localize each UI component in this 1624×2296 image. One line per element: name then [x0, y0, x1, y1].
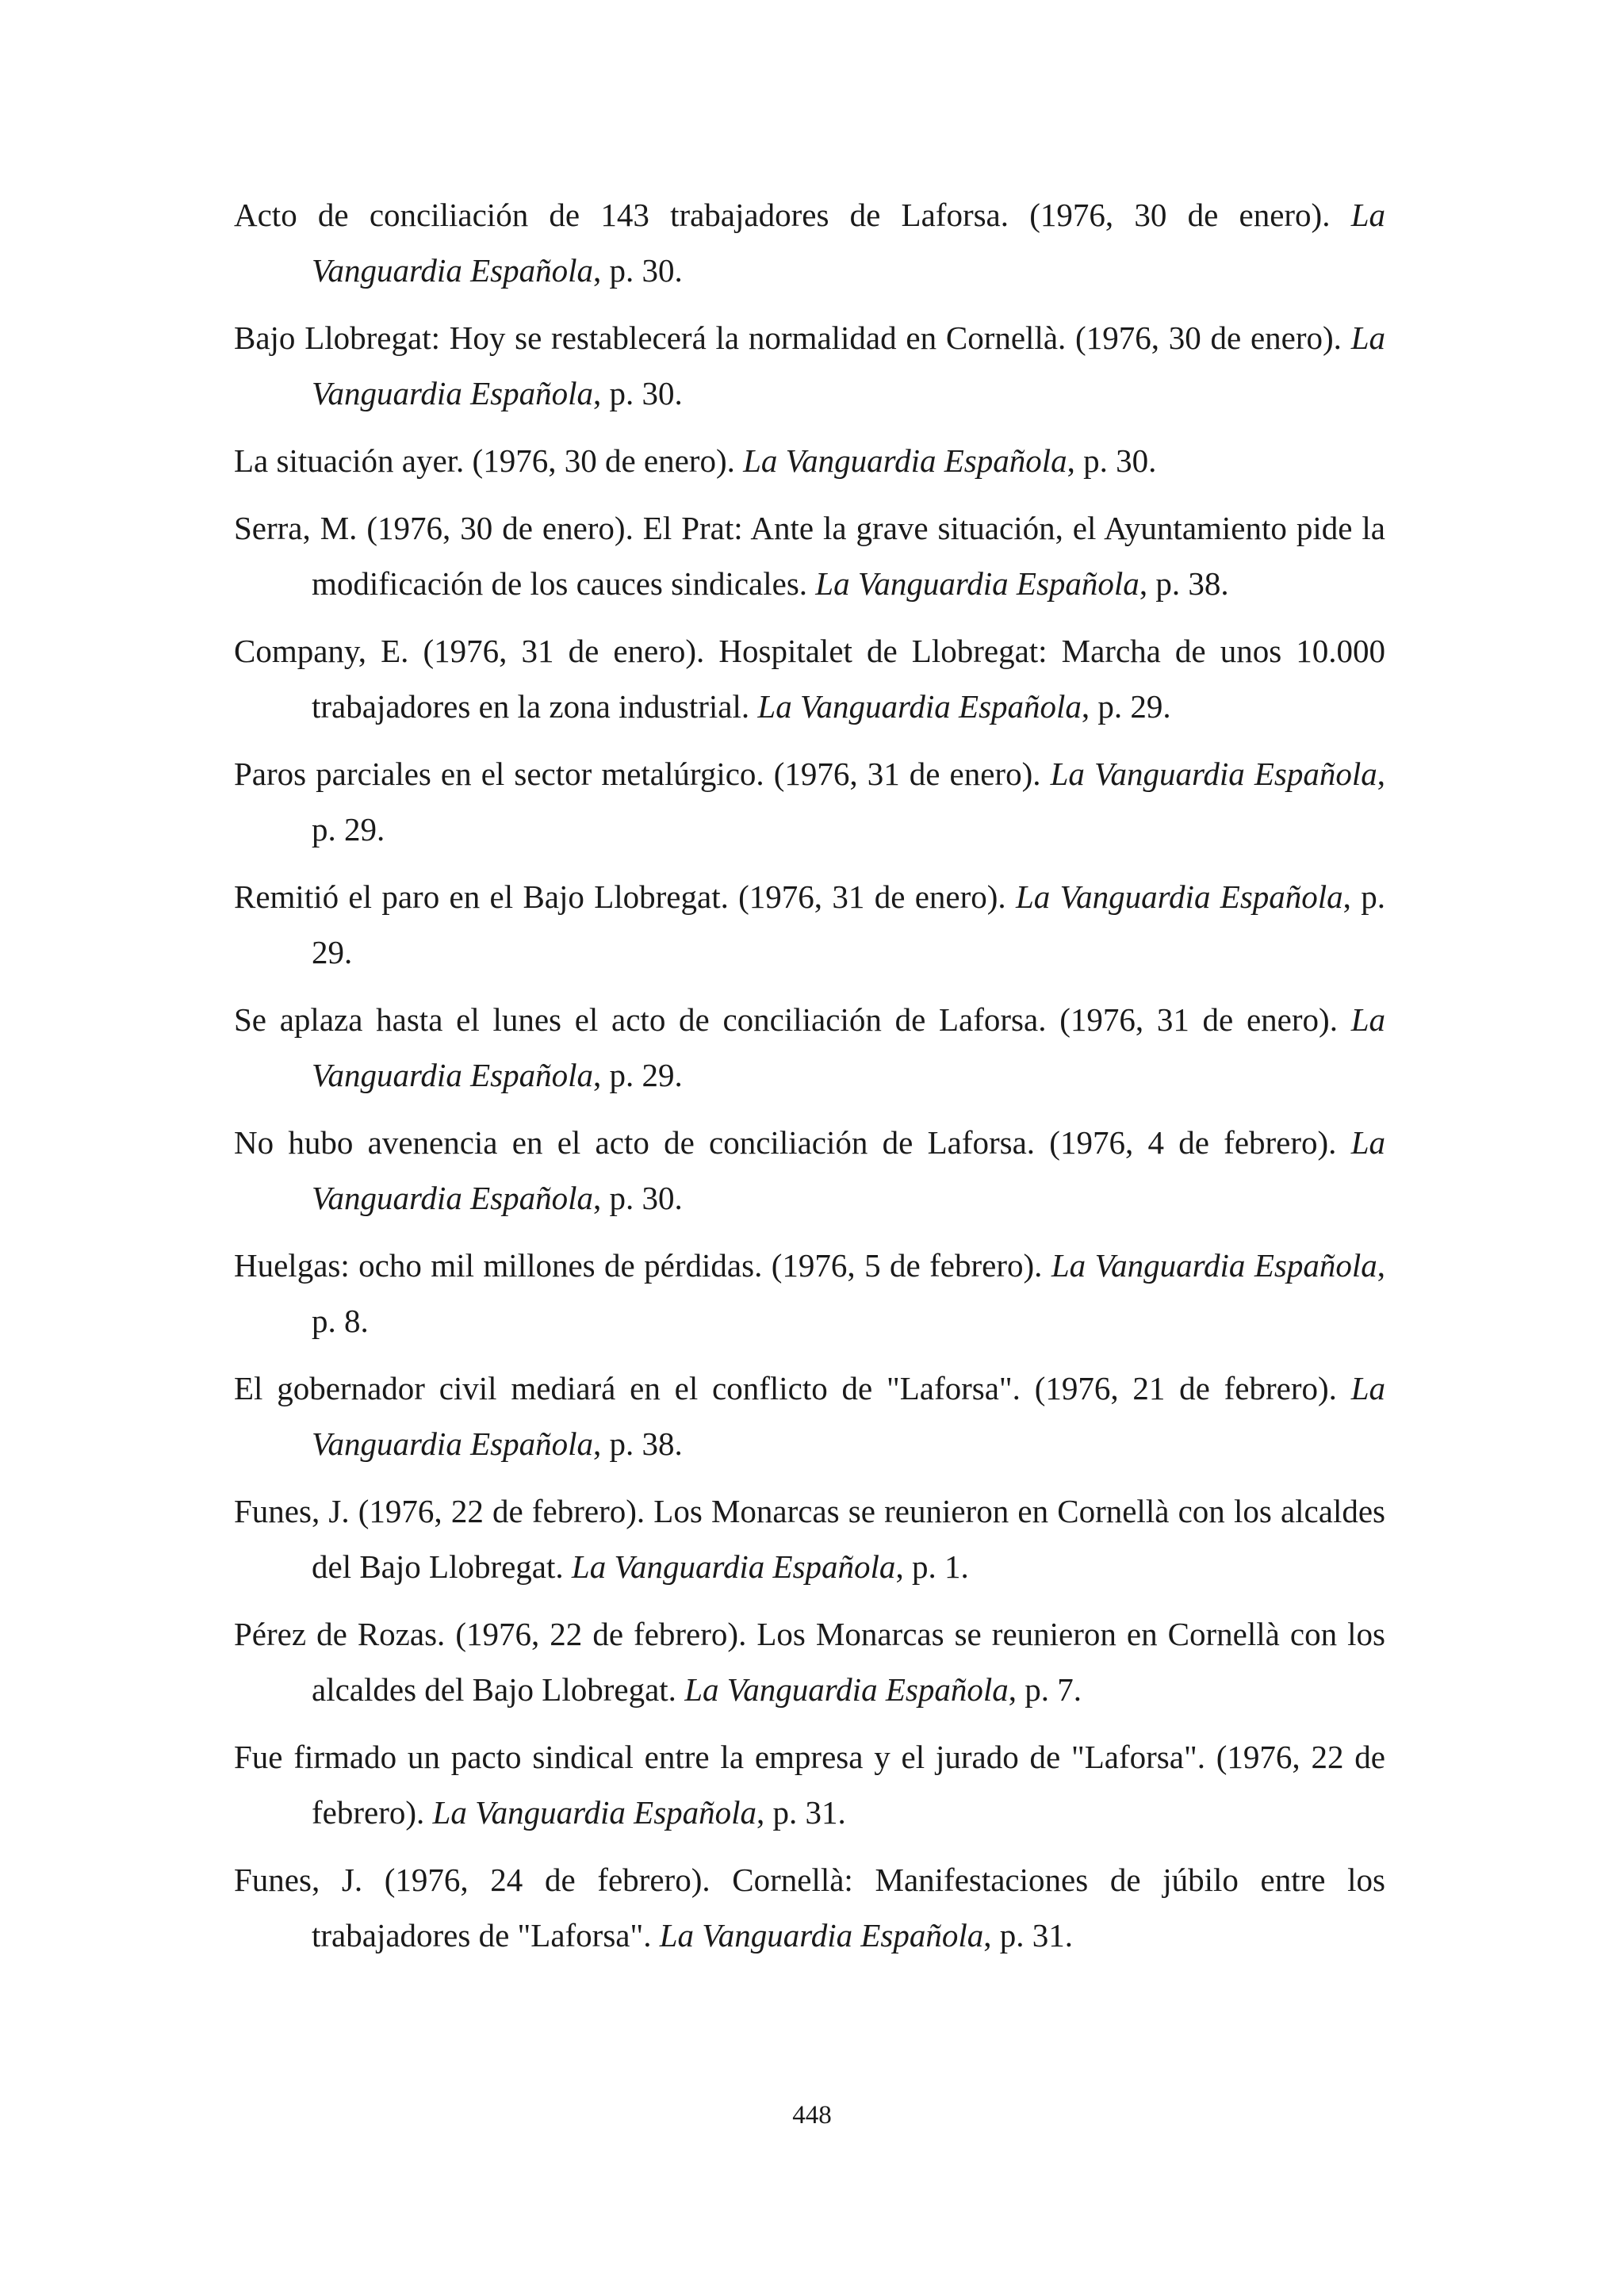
reference-source: La Vanguardia Española — [312, 197, 1385, 289]
reference-text: Acto de conciliación de 143 trabajadores de Laforsa. (1976, 30 de enero). — [234, 197, 1351, 233]
reference-page: , p. 30. — [592, 1180, 683, 1216]
reference-entry — [234, 1606, 1385, 1717]
reference-page: , p. 30. — [592, 375, 683, 411]
reference-text: Huelgas: ocho mil millones de pérdidas. (1976, 5 de febrero). — [234, 1247, 1051, 1284]
reference-entry — [234, 1360, 1385, 1471]
reference-entry — [234, 187, 1385, 298]
reference-page: , p. 29. — [592, 1057, 683, 1093]
reference-entry — [234, 433, 1385, 488]
reference-page: , p. 38. — [1139, 565, 1229, 602]
reference-entry — [234, 1115, 1385, 1226]
reference-source: La Vanguardia Española — [1051, 1247, 1377, 1284]
reference-source: La Vanguardia Española — [815, 565, 1139, 602]
reference-source: La Vanguardia Española — [312, 1124, 1385, 1216]
reference-source: La Vanguardia Española — [312, 1370, 1385, 1462]
reference-page: , p. 31. — [983, 1917, 1073, 1954]
reference-text: Bajo Llobregat: Hoy se restablecerá la normalidad en Cornellà. (1976, 30 de enero). — [234, 320, 1351, 356]
reference-source: La Vanguardia Española — [571, 1548, 896, 1585]
reference-source: La Vanguardia Española — [432, 1794, 757, 1831]
reference-text: La situación ayer. (1976, 30 de enero). — [234, 442, 744, 479]
reference-entry — [234, 992, 1385, 1103]
page-number: 448 — [792, 2101, 832, 2130]
reference-text: Paros parciales en el sector metalúrgico. (1976, 31 de enero). — [234, 756, 1051, 792]
reference-source: La Vanguardia Española — [659, 1917, 984, 1954]
reference-source: La Vanguardia Española — [1050, 756, 1377, 792]
reference-text: Funes, J. (1976, 24 de febrero). Cornellà: Manifestaciones de júbilo entre los trabajadores de "Laforsa". — [234, 1862, 1385, 1954]
reference-text: Serra, M. (1976, 30 de enero). El Prat: Ante la grave situación, el Ayuntamiento pide la modificación de los cauces sindicales. — [234, 510, 1385, 602]
reference-entry — [234, 500, 1385, 611]
reference-source: La Vanguardia Española — [684, 1671, 1009, 1708]
reference-entry — [234, 1852, 1385, 1963]
reference-page: , p. 31. — [756, 1794, 846, 1831]
reference-text: Pérez de Rozas. (1976, 22 de febrero). Los Monarcas se reunieron en Cornellà con los alcaldes del Bajo Llobregat. — [234, 1616, 1385, 1708]
reference-page: , p. 29. — [1081, 688, 1171, 725]
reference-source: La Vanguardia Española — [757, 688, 1082, 725]
reference-text: Funes, J. (1976, 22 de febrero). Los Monarcas se reunieron en Cornellà con los alcaldes del Bajo Llobregat. — [234, 1493, 1385, 1585]
reference-page: , p. 29. — [312, 878, 1385, 970]
reference-page: , p. 7. — [1008, 1671, 1082, 1708]
reference-page: , p. 30. — [592, 252, 683, 289]
reference-text: Se aplaza hasta el lunes el acto de conciliación de Laforsa. (1976, 31 de enero). — [234, 1001, 1351, 1038]
reference-text: Fue firmado un pacto sindical entre la empresa y el jurado de "Laforsa". (1976, 22 de febrero). — [234, 1739, 1385, 1831]
reference-entry — [234, 623, 1385, 734]
reference-text: Company, E. (1976, 31 de enero). Hospitalet de Llobregat: Marcha de unos 10.000 trabajadores en la zona industrial. — [234, 633, 1385, 725]
reference-page: , p. 1. — [895, 1548, 969, 1585]
reference-page: , p. 38. — [592, 1425, 683, 1462]
reference-text: Remitió el paro en el Bajo Llobregat. (1976, 31 de enero). — [234, 878, 1016, 915]
reference-source: La Vanguardia Española — [1016, 878, 1343, 915]
reference-text: No hubo avenencia en el acto de conciliación de Laforsa. (1976, 4 de febrero). — [234, 1124, 1351, 1161]
reference-entry — [234, 869, 1385, 980]
reference-page: , p. 30. — [1067, 442, 1157, 479]
reference-entry — [234, 1238, 1385, 1349]
reference-source: La Vanguardia Española — [312, 320, 1385, 411]
reference-list — [234, 187, 1385, 1975]
reference-source: La Vanguardia Española — [312, 1001, 1385, 1093]
reference-text: El gobernador civil mediará en el conflicto de "Laforsa". (1976, 21 de febrero). — [234, 1370, 1351, 1406]
reference-source: La Vanguardia Española — [743, 442, 1067, 479]
reference-entry — [234, 746, 1385, 857]
reference-entry — [234, 1483, 1385, 1594]
reference-entry — [234, 1729, 1385, 1840]
reference-entry — [234, 310, 1385, 421]
reference-page: , p. 29. — [312, 756, 1385, 848]
reference-page: , p. 8. — [312, 1247, 1385, 1339]
